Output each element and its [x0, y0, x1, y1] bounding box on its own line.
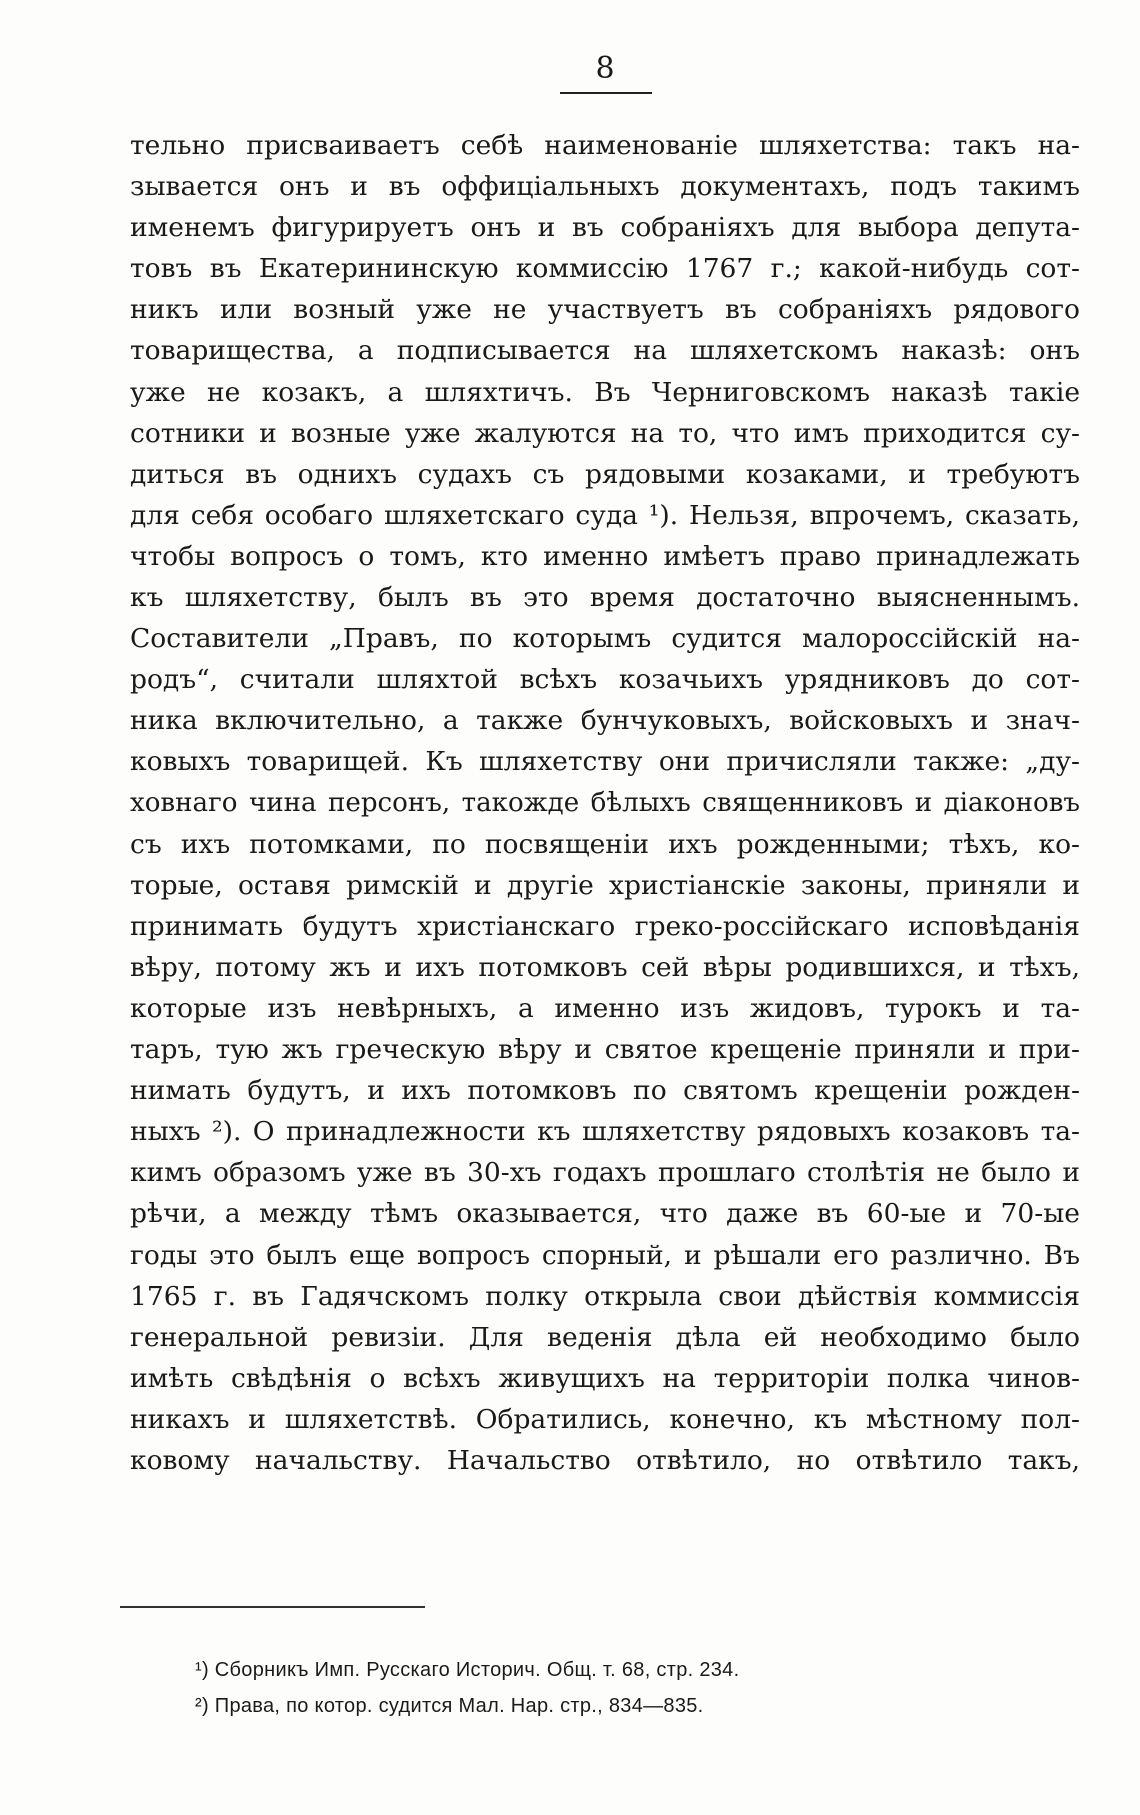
text-line: генеральной ревизіи. Для веденія дѣла ей необходимо было	[130, 1321, 1080, 1353]
text-line: таръ, тую жъ греческую вѣру и святое крещеніе приняли и при-	[130, 1034, 1080, 1066]
text-line: имѣть свѣдѣнія о всѣхъ живущихъ на территоріи полка чинов-	[130, 1362, 1080, 1394]
page-number-rule	[560, 92, 652, 94]
text-line: ника включительно, а также бунчуковыхъ, войсковыхъ и знач-	[130, 705, 1080, 737]
text-line: рѣчи, а между тѣмъ оказывается, что даже въ 60-ые и 70-ые	[130, 1198, 1080, 1230]
footnote-separator	[120, 1606, 425, 1608]
text-line: къ шляхетству, былъ въ это время достаточно выясненнымъ.	[130, 582, 1080, 614]
page-number: 8	[595, 51, 615, 86]
text-line: тельно присваиваетъ себѣ наименованіе шляхетства: такъ на-	[130, 130, 1080, 161]
text-line: ковыхъ товарищей. Къ шляхетству они причисляли также: „ду-	[130, 746, 1080, 778]
text-line: которые изъ невѣрныхъ, а именно изъ жидовъ, турокъ и та-	[130, 992, 1080, 1024]
text-line: съ ихъ потомками, по посвященіи ихъ рожденными; тѣхъ, ко-	[130, 828, 1080, 860]
text-line: нимать будутъ, и ихъ потомковъ по святомъ крещеніи рожден-	[130, 1075, 1080, 1107]
text-line: сотники и возные уже жалуются на то, что имъ приходится су-	[130, 417, 1080, 449]
text-line: товарищества, а подписывается на шляхетскомъ наказѣ: онъ	[130, 335, 1080, 367]
text-line: для себя особаго шляхетскаго суда ¹). Нельзя, впрочемъ, сказать,	[130, 499, 1080, 531]
text-line: товъ въ Екатерининскую коммиссію 1767 г.; какой-нибудь сот-	[130, 253, 1080, 285]
text-line: чтобы вопросъ о томъ, кто именно имѣетъ право принадлежать	[130, 540, 1080, 572]
text-line: ныхъ ²). О принадлежности къ шляхетству рядовыхъ козаковъ та-	[130, 1116, 1080, 1148]
text-line: никъ или возный уже не участвуетъ въ собраніяхъ рядового	[130, 294, 1080, 326]
text-line: кимъ образомъ уже въ 30-хъ годахъ прошлаго столѣтія не было и	[130, 1157, 1080, 1189]
text-line: Составители „Правъ, по которымъ судится малороссійскій на-	[130, 623, 1080, 655]
footnotes	[195, 1652, 1015, 1724]
text-line: годы это былъ еще вопросъ спорный, и рѣшали его различно. Въ	[130, 1239, 1080, 1271]
text-line: ковому начальству. Начальство отвѣтило, но отвѣтило такъ,	[130, 1445, 1080, 1476]
text-line: уже не козакъ, а шляхтичъ. Въ Черниговскомъ наказѣ такіе	[130, 376, 1080, 408]
text-line: диться въ однихъ судахъ съ рядовыми козаками, и требуютъ	[130, 458, 1080, 490]
text-line: вѣру, потому жъ и ихъ потомковъ сей вѣры родившихся, и тѣхъ,	[130, 951, 1080, 983]
text-line: 1765 г. въ Гадячскомъ полку открыла свои дѣйствія коммиссія	[130, 1280, 1080, 1312]
text-line: принимать будутъ христіанскаго греко-россійскаго исповѣданія	[130, 910, 1080, 942]
text-line: ховнаго чина персонъ, такожде бѣлыхъ священниковъ и діаконовъ	[130, 787, 1080, 818]
text-line: именемъ фигурируетъ онъ и въ собраніяхъ для выбора депута-	[130, 212, 1080, 244]
text-line: никахъ и шляхетствѣ. Обратились, конечно, къ мѣстному пол-	[130, 1403, 1080, 1435]
body-text	[130, 125, 1080, 1481]
text-line: родъ“, считали шляхтой всѣхъ козачьихъ урядниковъ до сот-	[130, 664, 1080, 696]
footnote-2: ²) Права, по котор. судится Мал. Нар. стр., 834—835.	[195, 1695, 704, 1717]
text-line: торые, оставя римскій и другіе христіанскіе законы, приняли и	[130, 869, 1080, 901]
footnote-1: ¹) Сборникъ Имп. Русскаго Историч. Общ. т. 68, стр. 234.	[195, 1659, 740, 1681]
text-line: зывается онъ и въ оффиціальныхъ документахъ, подъ такимъ	[130, 171, 1080, 203]
